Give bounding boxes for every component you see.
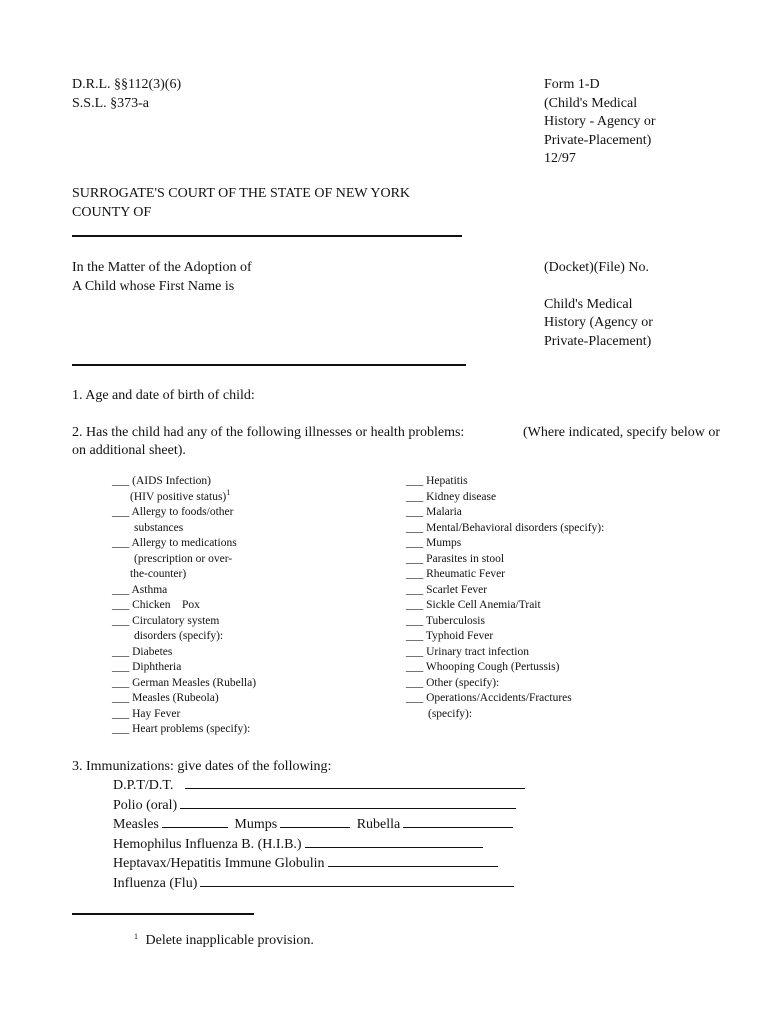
illness-item-text: ___ Hepatitis (406, 475, 468, 487)
statute-line-1: D.R.L. §§112(3)(6) (72, 77, 182, 92)
illness-item-text: ___ Allergy to medications (112, 537, 237, 549)
immunization-polio (113, 796, 528, 816)
illness-item-text: (prescription or over- (134, 552, 233, 565)
illness-item-text: ___ Mental/Behavioral disorders (specify): (406, 521, 605, 534)
illness-item (406, 598, 604, 614)
form-id-line-4: Private-Placement) (544, 132, 652, 148)
illness-list-left (112, 474, 256, 738)
illness-item-text: ___ Hay Fever (112, 707, 181, 720)
illness-item (112, 536, 256, 552)
immunization-list (113, 776, 528, 893)
form-id-line-2: (Child's Medical (544, 95, 638, 111)
statute-citation (72, 76, 181, 113)
heptavax-label: Heptavax/Hepatitis Immune Globulin (113, 856, 325, 871)
court-heading (72, 185, 410, 222)
flu-label: Influenza (Flu) (113, 875, 198, 891)
footnote-rule (72, 913, 254, 915)
dpt-date-field[interactable] (185, 776, 525, 789)
footnote-reference: 1 (226, 487, 231, 497)
rubella-label: Rubella (356, 817, 401, 832)
illness-item (112, 521, 256, 537)
illness-item (406, 583, 604, 599)
illness-item-text: ___ Typhoid Fever (406, 630, 494, 642)
illness-item (406, 567, 604, 583)
illness-item (406, 505, 604, 521)
illness-item (406, 614, 604, 630)
illness-item-text: ___ Measles (Rubeola) (112, 692, 219, 704)
illness-item (112, 614, 256, 630)
illness-item-text: ___ Parasites in stool (406, 552, 505, 565)
mumps-date-field[interactable] (280, 815, 350, 828)
illness-item-text: ___ Other (specify): (406, 676, 500, 689)
dpt-label: D.P.T/D.T. (113, 778, 174, 793)
caption-line-2: A Child whose First Name is (72, 278, 235, 294)
hib-label: Hemophilus Influenza B. (H.I.B.) (113, 836, 302, 852)
court-line-2: COUNTY OF (72, 204, 152, 220)
illness-item-text: ___ Sickle Cell Anemia/Trait (406, 599, 541, 611)
form-identifier (544, 76, 656, 169)
illness-item (406, 691, 604, 707)
illness-item-text: ___ Kidney disease (406, 490, 497, 503)
illness-item-text: ___ (AIDS Infection) (112, 475, 212, 487)
illness-item (112, 645, 256, 661)
illness-item (406, 629, 604, 645)
illness-item-text: ___ Malaria (406, 506, 462, 518)
illness-item (112, 722, 256, 738)
illness-item (406, 474, 604, 490)
flu-date-field[interactable] (200, 874, 514, 887)
illness-item (406, 676, 604, 692)
illness-item-text: ___ Heart problems (specify): (112, 723, 251, 735)
illness-item-text: disorders (specify): (134, 630, 224, 642)
form-id-line-3: History - Agency or (544, 114, 656, 129)
polio-date-field[interactable] (180, 796, 516, 809)
illness-item-text: ___ Circulatory system (112, 614, 220, 627)
heptavax-date-field[interactable] (328, 854, 498, 867)
case-caption (72, 259, 252, 296)
illness-item-text: ___ Urinary tract infection (406, 645, 529, 658)
illness-item-text: substances (134, 521, 184, 534)
illness-item-text: ___ Mumps (406, 537, 462, 549)
immunization-mmr (113, 815, 528, 835)
illness-item-text: the-counter) (130, 568, 187, 580)
illness-item-text: ___ Rheumatic Fever (406, 568, 506, 580)
illness-list-right (406, 474, 604, 722)
question-2-note: (Where indicated, specify below or (523, 425, 721, 440)
illness-item (406, 521, 604, 537)
doc-title-3: Private-Placement) (544, 333, 652, 349)
immunization-flu (113, 874, 528, 894)
measles-label: Measles (113, 817, 159, 832)
caption-line-1: In the Matter of the Adoption of (72, 260, 252, 275)
illness-item-text: ___ Asthma (112, 583, 168, 596)
question-1: 1. Age and date of birth of child: (72, 388, 255, 403)
hib-date-field[interactable] (305, 835, 483, 848)
court-line-1: SURROGATE'S COURT OF THE STATE OF NEW YORK (72, 186, 411, 201)
illness-item-text: (HIV positive status) (130, 490, 227, 503)
illness-item (112, 552, 256, 568)
illness-item (112, 505, 256, 521)
illness-item-text: ___ Chicken Pox (112, 599, 200, 611)
illness-item (112, 676, 256, 692)
illness-item (112, 660, 256, 676)
doc-title-1: Child's Medical (544, 296, 633, 312)
illness-item-text: ___ Diabetes (112, 645, 173, 658)
illness-item (112, 598, 256, 614)
illness-item (112, 691, 256, 707)
illness-item (112, 567, 256, 583)
illness-item-text: ___ Diphtheria (112, 661, 182, 673)
illness-item (112, 629, 256, 645)
question-2-line-2: on additional sheet). (72, 443, 186, 458)
form-id-line-5: 12/97 (544, 151, 576, 166)
illness-item (406, 660, 604, 676)
statute-line-2: S.S.L. §373-a (72, 95, 149, 111)
immunization-hib (113, 835, 528, 855)
caption-rule (72, 364, 466, 366)
footnote-mark: 1 (134, 932, 138, 941)
illness-item (112, 487, 256, 506)
illness-item (112, 583, 256, 599)
illness-item (406, 645, 604, 661)
illness-item-text: ___ German Measles (Rubella) (112, 676, 257, 689)
footnote-text: Delete inapplicable provision. (145, 933, 314, 948)
question-3-title: 3. Immunizations: give dates of the following: (72, 759, 332, 774)
form-id-line-1: Form 1-D (544, 77, 600, 92)
polio-label: Polio (oral) (113, 797, 178, 813)
illness-item (112, 474, 256, 490)
illness-item-text: ___ Tuberculosis (406, 614, 485, 627)
docket-label: (Docket)(File) No. (544, 260, 649, 275)
docket-block (544, 259, 653, 351)
illness-item-text: ___ Whooping Cough (Pertussis) (406, 661, 560, 673)
illness-item (406, 552, 604, 568)
rubella-date-field[interactable] (403, 815, 513, 828)
county-rule (72, 235, 462, 237)
immunization-dpt (113, 776, 528, 796)
illness-item-text: ___ Scarlet Fever (406, 583, 488, 596)
illness-item-text: ___ Allergy to foods/other (112, 506, 234, 518)
footnote (134, 932, 314, 951)
doc-title-2: History (Agency or (544, 315, 653, 330)
mumps-label: Mumps (234, 817, 278, 832)
illness-item (406, 490, 604, 506)
illness-item (406, 707, 604, 723)
immunization-heptavax (113, 854, 528, 874)
illness-item (406, 536, 604, 552)
illness-item (112, 707, 256, 723)
illness-item-text: (specify): (428, 707, 473, 720)
measles-date-field[interactable] (162, 815, 228, 828)
illness-item-text: ___ Operations/Accidents/Fractures (406, 692, 572, 704)
question-2-line-1: 2. Has the child had any of the following illnesses or health problems: (72, 425, 465, 440)
